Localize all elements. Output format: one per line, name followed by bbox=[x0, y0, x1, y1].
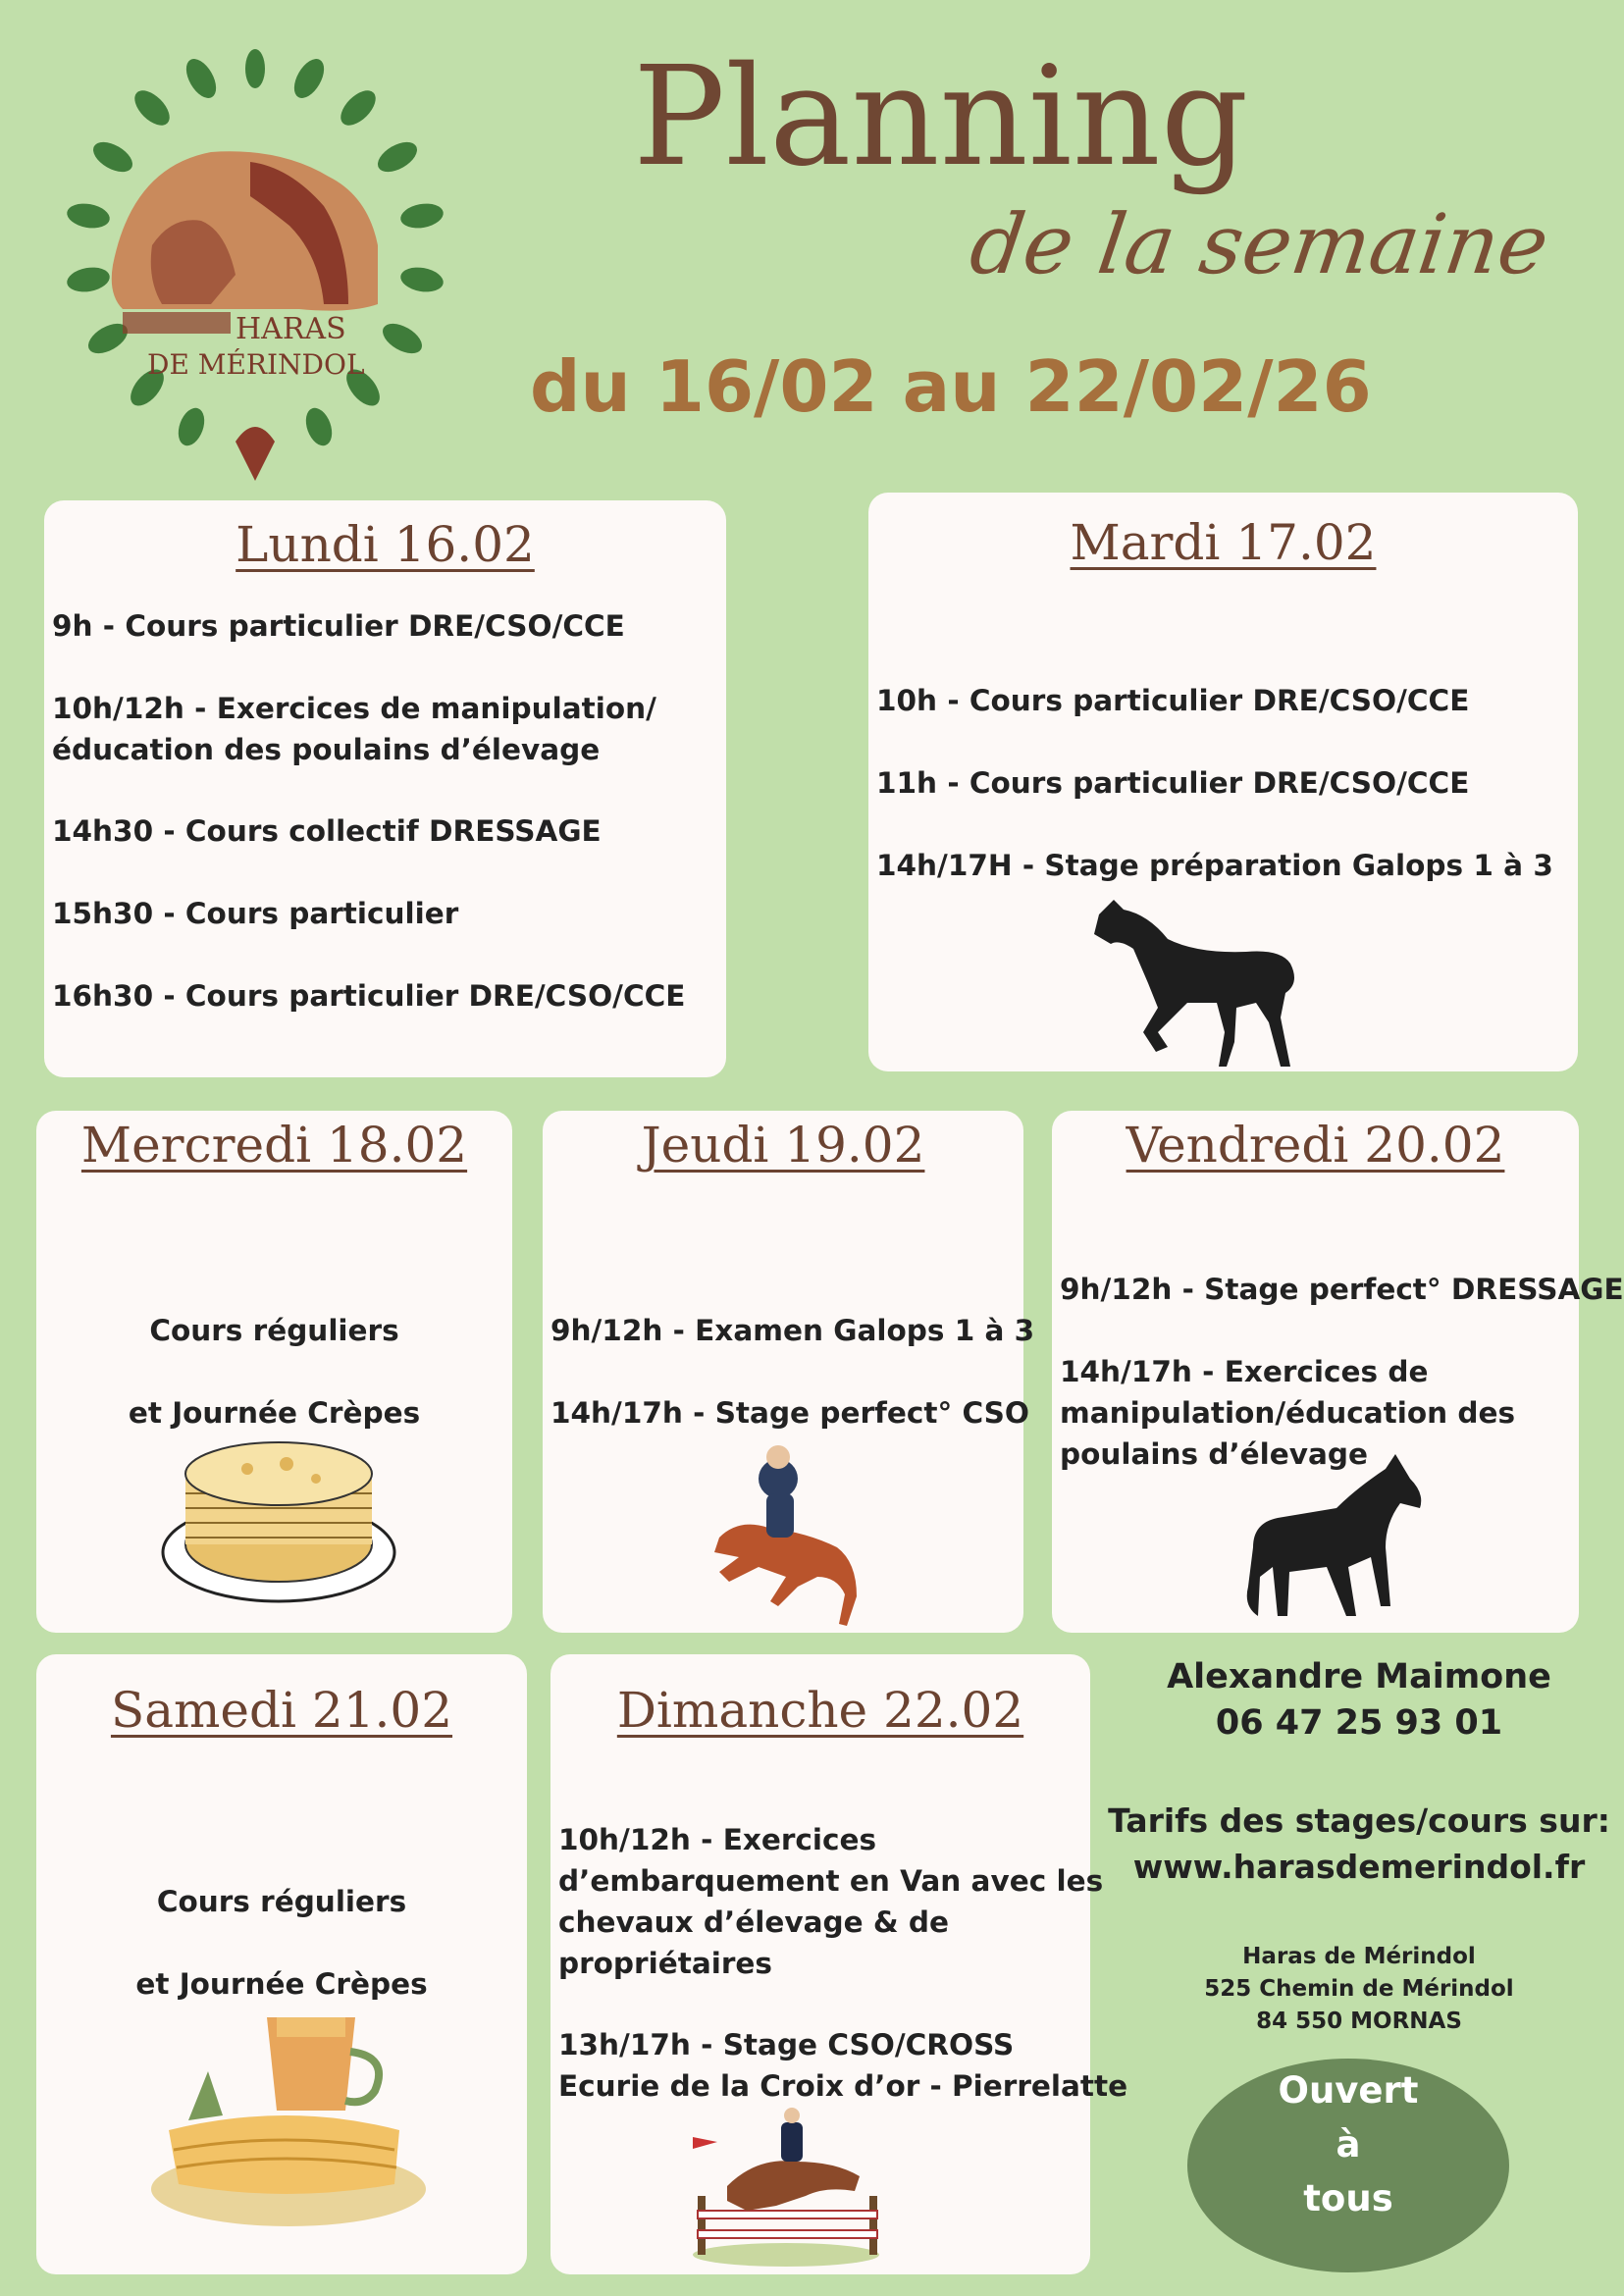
lundi-item-3: 14h30 - Cours collectif DRESSAGE bbox=[52, 814, 602, 848]
address-line-1: Haras de Mérindol bbox=[1242, 1944, 1476, 1969]
website-link[interactable]: www.harasdemerindol.fr bbox=[1132, 1848, 1586, 1886]
card-dimanche bbox=[550, 1654, 1128, 2274]
day-title-vendredi: Vendredi 20.02 bbox=[1126, 1117, 1505, 1174]
lundi-item-2: 10h/12h - Exercices de manipulation/ éducation des poulains d’élevage bbox=[52, 692, 656, 766]
card-mardi bbox=[868, 493, 1578, 1071]
lundi-item-1: 9h - Cours particulier DRE/CSO/CCE bbox=[52, 609, 625, 643]
page-subtitle: de la semaine bbox=[965, 196, 1554, 292]
contact-phone: 06 47 25 93 01 bbox=[1215, 1703, 1503, 1743]
mercredi-line-2: et Journée Crèpes bbox=[128, 1396, 421, 1430]
mercredi-line-1: Cours réguliers bbox=[149, 1314, 399, 1347]
logo bbox=[54, 49, 456, 481]
logo-text-haras: HARAS bbox=[236, 312, 346, 346]
horse-silhouette-icon bbox=[1089, 895, 1315, 1071]
dimanche-item-1: 10h/12h - Exercices d’embarquement en Van avec les chevaux d’élevage & de propriétaires bbox=[558, 1823, 1104, 1980]
vendredi-item-2: 14h/17h - Exercices de manipulation/éducation des poulains d’élevage bbox=[1060, 1355, 1516, 1471]
lundi-item-5: 16h30 - Cours particulier DRE/CSO/CCE bbox=[52, 979, 686, 1013]
samedi-line-2: et Journée Crèpes bbox=[135, 1967, 428, 2001]
tarifs-label: Tarifs des stages/cours sur: bbox=[1108, 1801, 1610, 1840]
day-title-samedi: Samedi 21.02 bbox=[110, 1682, 453, 1739]
date-range: du 16/02 au 22/02/26 bbox=[530, 345, 1372, 428]
day-title-mercredi: Mercredi 18.02 bbox=[80, 1117, 468, 1174]
show-jumping-rider-icon bbox=[700, 1439, 866, 1631]
lundi-item-4: 15h30 - Cours particulier bbox=[52, 897, 459, 930]
dimanche-item-2: 13h/17h - Stage CSO/CROSS Ecurie de la Croix d’or - Pierrelatte bbox=[558, 2028, 1128, 2103]
vendredi-item-1: 9h/12h - Stage perfect° DRESSAGE bbox=[1060, 1273, 1624, 1306]
address-line-3: 84 550 MORNAS bbox=[1256, 2009, 1462, 2034]
card-mercredi bbox=[36, 1111, 512, 1633]
card-samedi bbox=[36, 1654, 527, 2274]
day-title-lundi: Lundi 16.02 bbox=[236, 516, 535, 573]
wreath-emblem bbox=[54, 49, 456, 481]
jeudi-item-2: 14h/17h - Stage perfect° CSO bbox=[550, 1396, 1029, 1430]
badge-line-1: Ouvert bbox=[1278, 2069, 1419, 2112]
day-title-jeudi: Jeudi 19.02 bbox=[641, 1117, 925, 1174]
card-lundi bbox=[44, 500, 726, 1077]
logo-text-merindol: DE MÉRINDOL bbox=[147, 348, 365, 381]
badge-line-2: à bbox=[1336, 2123, 1361, 2166]
card-vendredi bbox=[1052, 1111, 1624, 1633]
crepes-tea-icon bbox=[149, 2012, 429, 2228]
open-to-all-badge bbox=[1187, 2059, 1509, 2272]
horse-walking-icon bbox=[1238, 1449, 1425, 1621]
jeudi-item-1: 9h/12h - Examen Galops 1 à 3 bbox=[550, 1314, 1035, 1347]
crepes-plate-icon bbox=[159, 1435, 399, 1606]
day-title-dimanche: Dimanche 22.02 bbox=[616, 1682, 1024, 1739]
day-title-mardi: Mardi 17.02 bbox=[1070, 514, 1377, 571]
mardi-item-3: 14h/17H - Stage préparation Galops 1 à 3 bbox=[876, 849, 1553, 882]
page-title: Planning bbox=[633, 37, 1249, 197]
card-jeudi bbox=[543, 1111, 1035, 1633]
mardi-item-1: 10h - Cours particulier DRE/CSO/CCE bbox=[876, 684, 1470, 717]
mardi-item-2: 11h - Cours particulier DRE/CSO/CCE bbox=[876, 766, 1470, 800]
jumping-fence-icon bbox=[688, 2108, 884, 2270]
contact-name: Alexandre Maimone bbox=[1167, 1657, 1551, 1696]
samedi-line-1: Cours réguliers bbox=[156, 1885, 407, 1918]
address-line-2: 525 Chemin de Mérindol bbox=[1204, 1976, 1514, 2002]
badge-line-3: tous bbox=[1303, 2177, 1393, 2219]
